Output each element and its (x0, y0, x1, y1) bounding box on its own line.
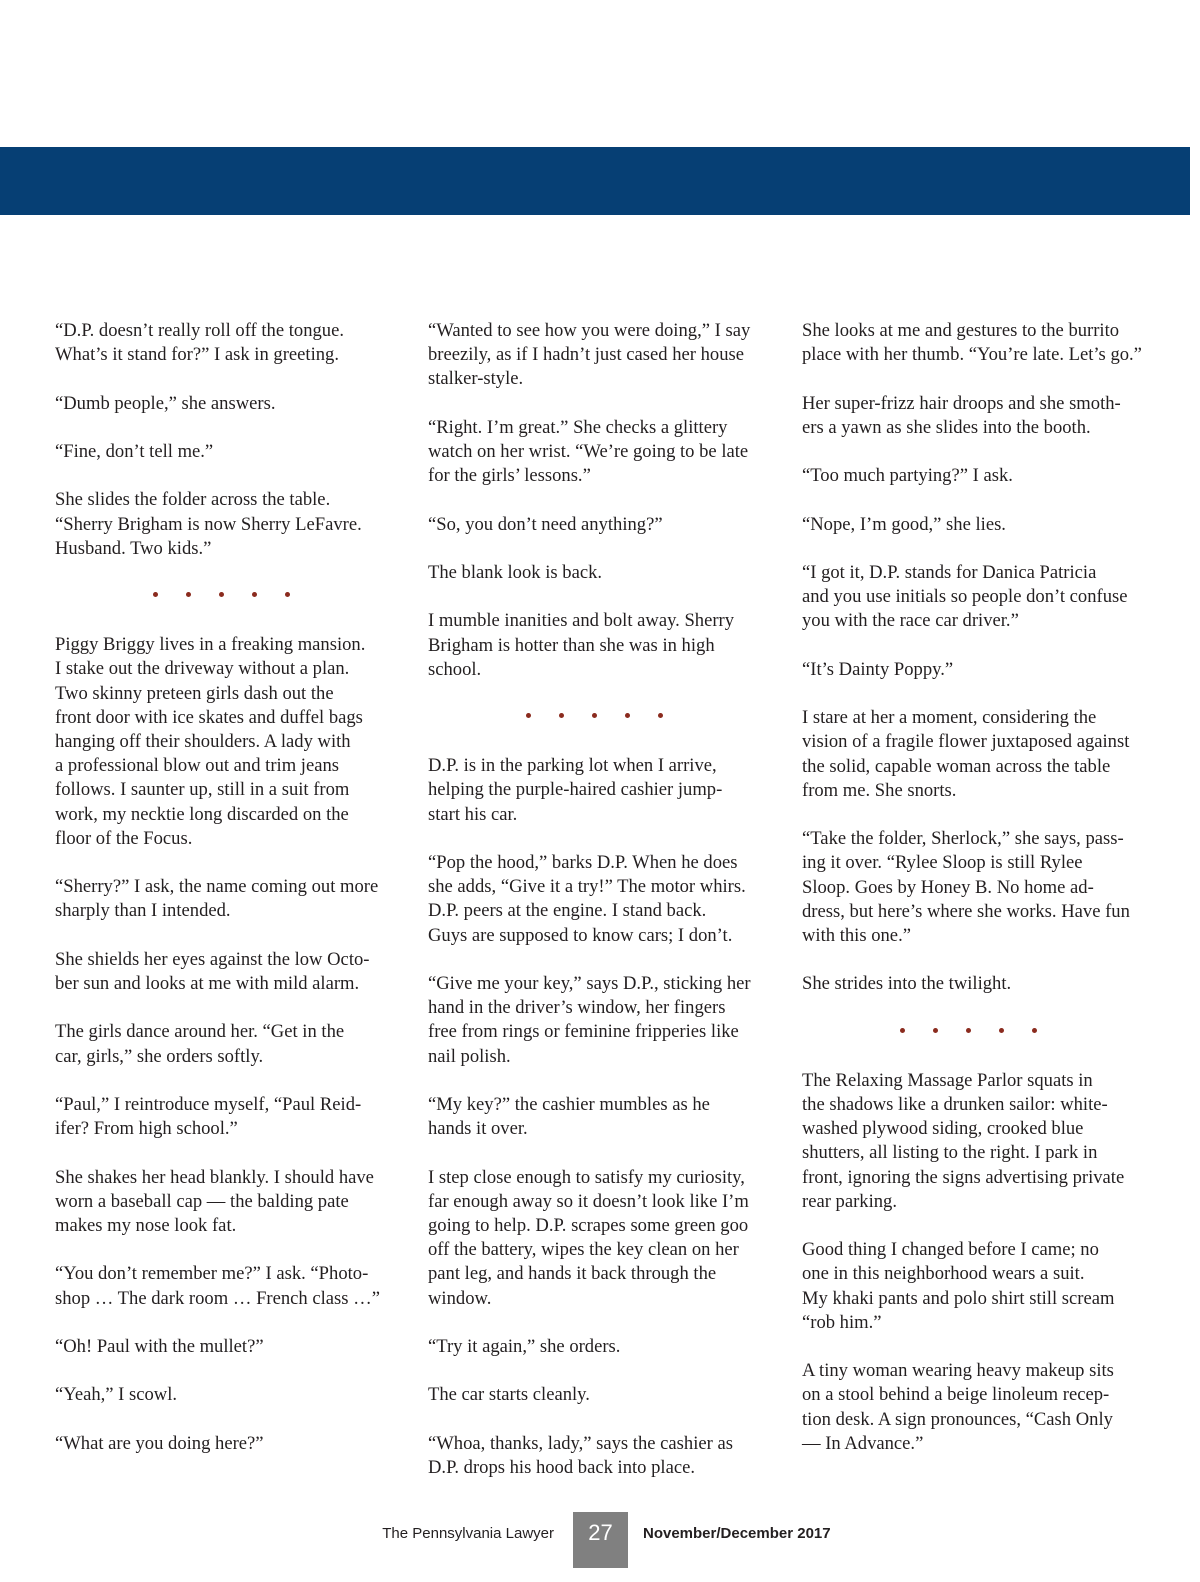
text-column-1 (55, 319, 400, 1480)
separator-dot (900, 1028, 905, 1033)
paragraph: “Dumb people,” she answers. (55, 392, 276, 414)
paragraph: Piggy Briggy lives in a freaking mansion. I stake out the driveway without a plan. Two skinny preteen girls dash out the front door with ice skates and duffel bags hanging off their shoulders. A lady with a professional blow out and trim jeans follows. I saunter up, still in a suit from work, my necktie long discarded on the floor of the Focus. (55, 634, 366, 849)
paragraph: “It’s Dainty Poppy.” (802, 658, 954, 680)
paragraph: “So, you don’t need anything?” (428, 513, 663, 535)
separator-dot (966, 1028, 971, 1033)
paragraph: The girls dance around her. “Get in the car, girls,” she orders softly. (55, 1021, 345, 1067)
separator-dot (252, 592, 257, 597)
header-band (0, 147, 1190, 215)
paragraph: The car starts cleanly. (428, 1384, 590, 1406)
paragraph: “Fine, don’t tell me.” (55, 440, 214, 462)
paragraph: “Wanted to see how you were doing,” I say breezily, as if I hadn’t just cased her house stalker-style. (428, 320, 751, 390)
separator-dot (153, 592, 158, 597)
page-number: 27 (573, 1512, 628, 1568)
paragraph: She strides into the twilight. (802, 973, 1012, 995)
separator-dot (186, 592, 191, 597)
paragraph: “Right. I’m great.” She checks a glittery watch on her wrist. “We’re going to be late for the girls’ lessons.” (428, 416, 749, 487)
publication-name: The Pennsylvania Lawyer (382, 1525, 554, 1542)
page-footer (0, 1512, 1200, 1568)
paragraph: D.P. is in the parking lot when I arrive, helping the purple-haired cashier jump- start his car. (428, 755, 723, 825)
paragraph: The blank look is back. (428, 561, 603, 583)
paragraph: I stare at her a moment, considering the vision of a fragile flower juxtaposed against the solid, capable woman across the table from me. She snorts. (802, 707, 1130, 801)
separator-dot (999, 1028, 1004, 1033)
paragraph: “What are you doing here?” (55, 1432, 264, 1454)
paragraph: “Whoa, thanks, lady,” says the cashier as D.P. drops his hood back into place. (428, 1432, 733, 1478)
issue-date: November/December 2017 (643, 1525, 831, 1542)
paragraph: She slides the folder across the table. “Sherry Brigham is now Sherry LeFavre. Husband. Two kids.” (55, 489, 362, 559)
paragraph: She looks at me and gestures to the burrito place with her thumb. “You’re late. Let’s go.” (802, 320, 1142, 366)
separator-dot (526, 713, 531, 718)
paragraph: “You don’t remember me?” I ask. “Photo- shop … The dark room … French class …” (55, 1263, 380, 1309)
section-separator-dots (55, 583, 400, 607)
separator-dot (285, 592, 290, 597)
paragraph: I step close enough to satisfy my curiosity, far enough away so it doesn’t look like I’m going to help. D.P. scrapes some green goo off the battery, wipes the key clean on her pant leg, and hands it back through the window. (428, 1166, 749, 1309)
paragraph: “Try it again,” she orders. (428, 1335, 621, 1357)
separator-dot (658, 713, 663, 718)
paragraph: “Sherry?” I ask, the name coming out more sharply than I intended. (55, 876, 379, 922)
paragraph: I mumble inanities and bolt away. Sherry Brigham is hotter than she was in high school. (428, 610, 735, 680)
text-column-3 (802, 319, 1152, 1480)
paragraph: “Pop the hood,” barks D.P. When he does she adds, “Give it a try!” The motor whirs. D.P. peers at the engine. I stand back. Guys are supposed to know cars; I don’t. (428, 851, 746, 946)
paragraph: “Give me your key,” says D.P., sticking her hand in the driver’s window, her fingers free from rings or feminine fripperies like nail polish. (428, 972, 751, 1067)
paragraph: “My key?” the cashier mumbles as he hands it over. (428, 1093, 710, 1140)
separator-dot (1032, 1028, 1037, 1033)
section-separator-dots (428, 704, 773, 728)
paragraph: “Oh! Paul with the mullet?” (55, 1335, 264, 1357)
separator-dot (559, 713, 564, 718)
separator-dot (625, 713, 630, 718)
paragraph: The Relaxing Massage Parlor squats in the shadows like a drunken sailor: white- washed plywood siding, crooked blue shutters, all listing to the right. I park in front, ignoring the signs advertising private rear parking. (802, 1069, 1125, 1212)
separator-dot (592, 713, 597, 718)
paragraph: “Nope, I’m good,” she lies. (802, 513, 1006, 535)
section-separator-dots (802, 1019, 1152, 1043)
paragraph: Her super-frizz hair droops and she smoth- ers a yawn as she slides into the booth. (802, 392, 1121, 438)
paragraph: She shields her eyes against the low Octo- ber sun and looks at me with mild alarm. (55, 948, 370, 994)
paragraph: “Take the folder, Sherlock,” she says, pass- ing it over. “Rylee Sloop is still Rylee Sloop. Goes by Honey B. No home ad- dress, but here’s where she works. Have fun with this one.” (802, 828, 1130, 946)
paragraph: “D.P. doesn’t really roll off the tongue. What’s it stand for?” I ask in greeting. (55, 320, 345, 366)
paragraph: “Paul,” I reintroduce myself, “Paul Reid- ifer? From high school.” (55, 1093, 362, 1140)
paragraph: Good thing I changed before I came; no one in this neighborhood wears a suit. My khaki pants and polo shirt still scream “rob him.” (802, 1239, 1115, 1333)
paragraph: A tiny woman wearing heavy makeup sits on a stool behind a beige linoleum recep- tion desk. A sign pronounces, “Cash Only — In Advance.” (802, 1360, 1114, 1454)
text-column-2 (428, 319, 773, 1504)
separator-dot (933, 1028, 938, 1033)
paragraph: “I got it, D.P. stands for Danica Patricia and you use initials so people don’t confuse you with the race car driver.” (802, 561, 1128, 632)
separator-dot (219, 592, 224, 597)
paragraph: She shakes her head blankly. I should have worn a baseball cap — the balding pate makes my nose look fat. (55, 1166, 374, 1236)
paragraph: “Yeah,” I scowl. (55, 1384, 178, 1406)
paragraph: “Too much partying?” I ask. (802, 465, 1013, 487)
